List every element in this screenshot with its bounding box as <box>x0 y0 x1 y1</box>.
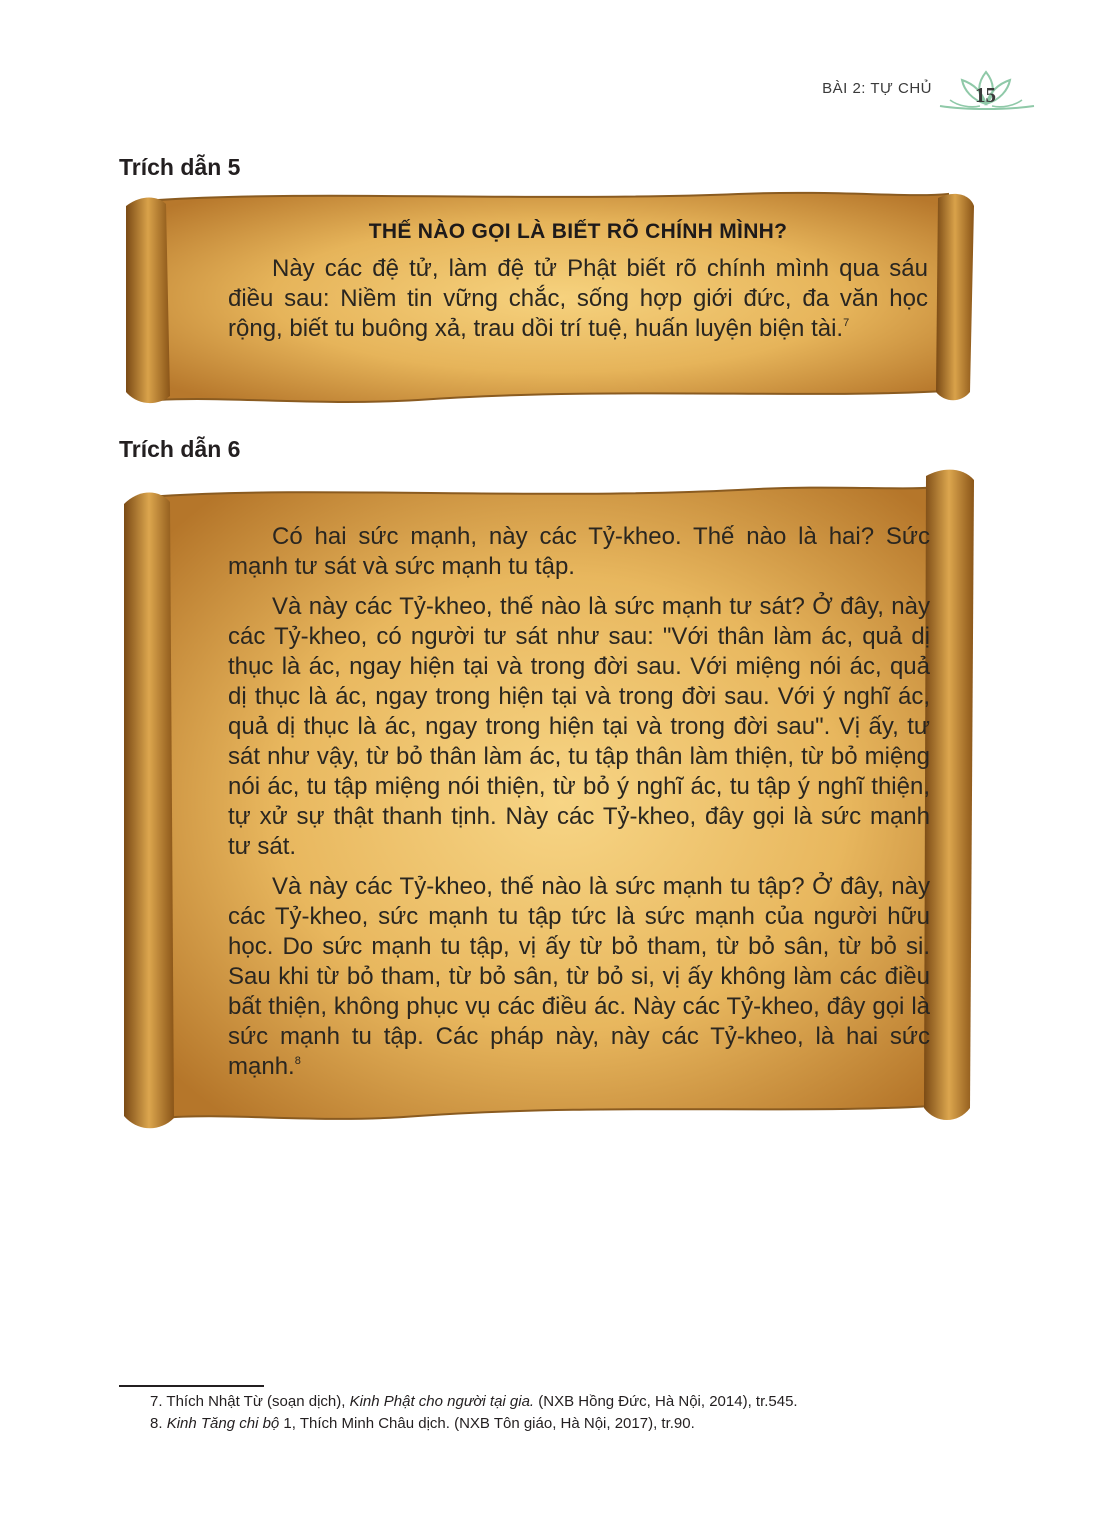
quote-6-scroll <box>118 464 978 1146</box>
footnote-7-title: Kinh Phật cho người tại gia. <box>349 1393 535 1410</box>
footnote-ref-7: 7 <box>843 317 850 329</box>
quote-5-content <box>228 220 928 344</box>
footnote-7 <box>150 1391 798 1413</box>
quote-6-content <box>228 522 930 1082</box>
footnote-8-post: 1, Thích Minh Châu dịch. (NXB Tôn giáo, Hà Nội, 2017), tr.90. <box>279 1415 695 1432</box>
footnote-divider <box>119 1385 264 1387</box>
page-header <box>736 74 1036 114</box>
footnote-8-number: 8. <box>150 1415 167 1432</box>
footnote-8 <box>150 1413 798 1435</box>
chapter-title: BÀI 2: TỰ CHỦ <box>822 80 932 97</box>
quote-5-text <box>228 254 928 344</box>
footnote-7-pre: Thích Nhật Từ (soạn dịch), <box>166 1393 350 1410</box>
quote-5-scroll <box>118 186 978 410</box>
footnote-7-post: (NXB Hồng Đức, Hà Nội, 2014), tr.545. <box>534 1393 798 1410</box>
quote-6-paragraph-1: Có hai sức mạnh, này các Tỷ-kheo. Thế nào là hai? Sức mạnh tư sát và sức mạnh tu tập. <box>228 523 930 580</box>
footnote-ref-8: 8 <box>294 1055 301 1067</box>
footnote-7-number: 7. <box>150 1393 167 1410</box>
quote-6-paragraph-3 <box>228 872 930 1082</box>
quote-6-heading: Trích dẫn 6 <box>119 436 241 462</box>
quote-5-title: THẾ NÀO GỌI LÀ BIẾT RÕ CHÍNH MÌNH? <box>368 220 788 243</box>
quote-5-heading: Trích dẫn 5 <box>119 154 241 180</box>
footnotes <box>150 1391 798 1435</box>
quote-6-paragraph-2: Và này các Tỷ-kheo, thế nào là sức mạnh tư sát? Ở đây, này các Tỷ-kheo, có người tư sát như sau: "Với thân làm ác, quả dị thục là ác, ngay hiện tại và trong đời sau. Với miệng nói ác, quả dị thục là ác, ngay trong hiện tại và trong đời sau. Với ý nghĩ ác, quả dị thục là ác, ngay trong hiện tại và trong đời sau". Vị ấy, tư sát như vậy, từ bỏ thân làm ác, tu tập thân làm thiện, từ bỏ miệng nói ác, tu tập miệng nói thiện, từ bỏ ý nghĩ ác, tu tập ý nghĩ thiện, tự xử sự thật thanh tịnh. Này các Tỷ-kheo, đây gọi là sức mạnh tư sát. <box>228 593 930 860</box>
quote-5-text-body: Này các đệ tử, làm đệ tử Phật biết rõ chính mình qua sáu điều sau: Niềm tin vững chắc, sống hợp giới đức, đa văn học rộng, biết tu buông xả, trau dồi trí tuệ, huấn luyện biện tài. <box>228 255 928 342</box>
footnote-8-title: Kinh Tăng chi bộ <box>166 1415 280 1432</box>
quote-6-paragraph-3-body: Và này các Tỷ-kheo, thế nào là sức mạnh tu tập? Ở đây, này các Tỷ-kheo, sức mạnh tu tập tức là sức mạnh của người hữu học. Do sức mạnh tu tập, vị ấy từ bỏ tham, từ bỏ sân, từ bỏ si. Sau khi từ bỏ tham, từ bỏ sân, từ bỏ si, vị ấy không làm các điều bất thiện, không phục vụ các điều ác. Này các Tỷ-kheo, đây gọi là sức mạnh tu tập. Các pháp này, này các Tỷ-kheo, là hai sức mạnh. <box>228 873 930 1080</box>
page-number: 15 <box>975 83 996 107</box>
